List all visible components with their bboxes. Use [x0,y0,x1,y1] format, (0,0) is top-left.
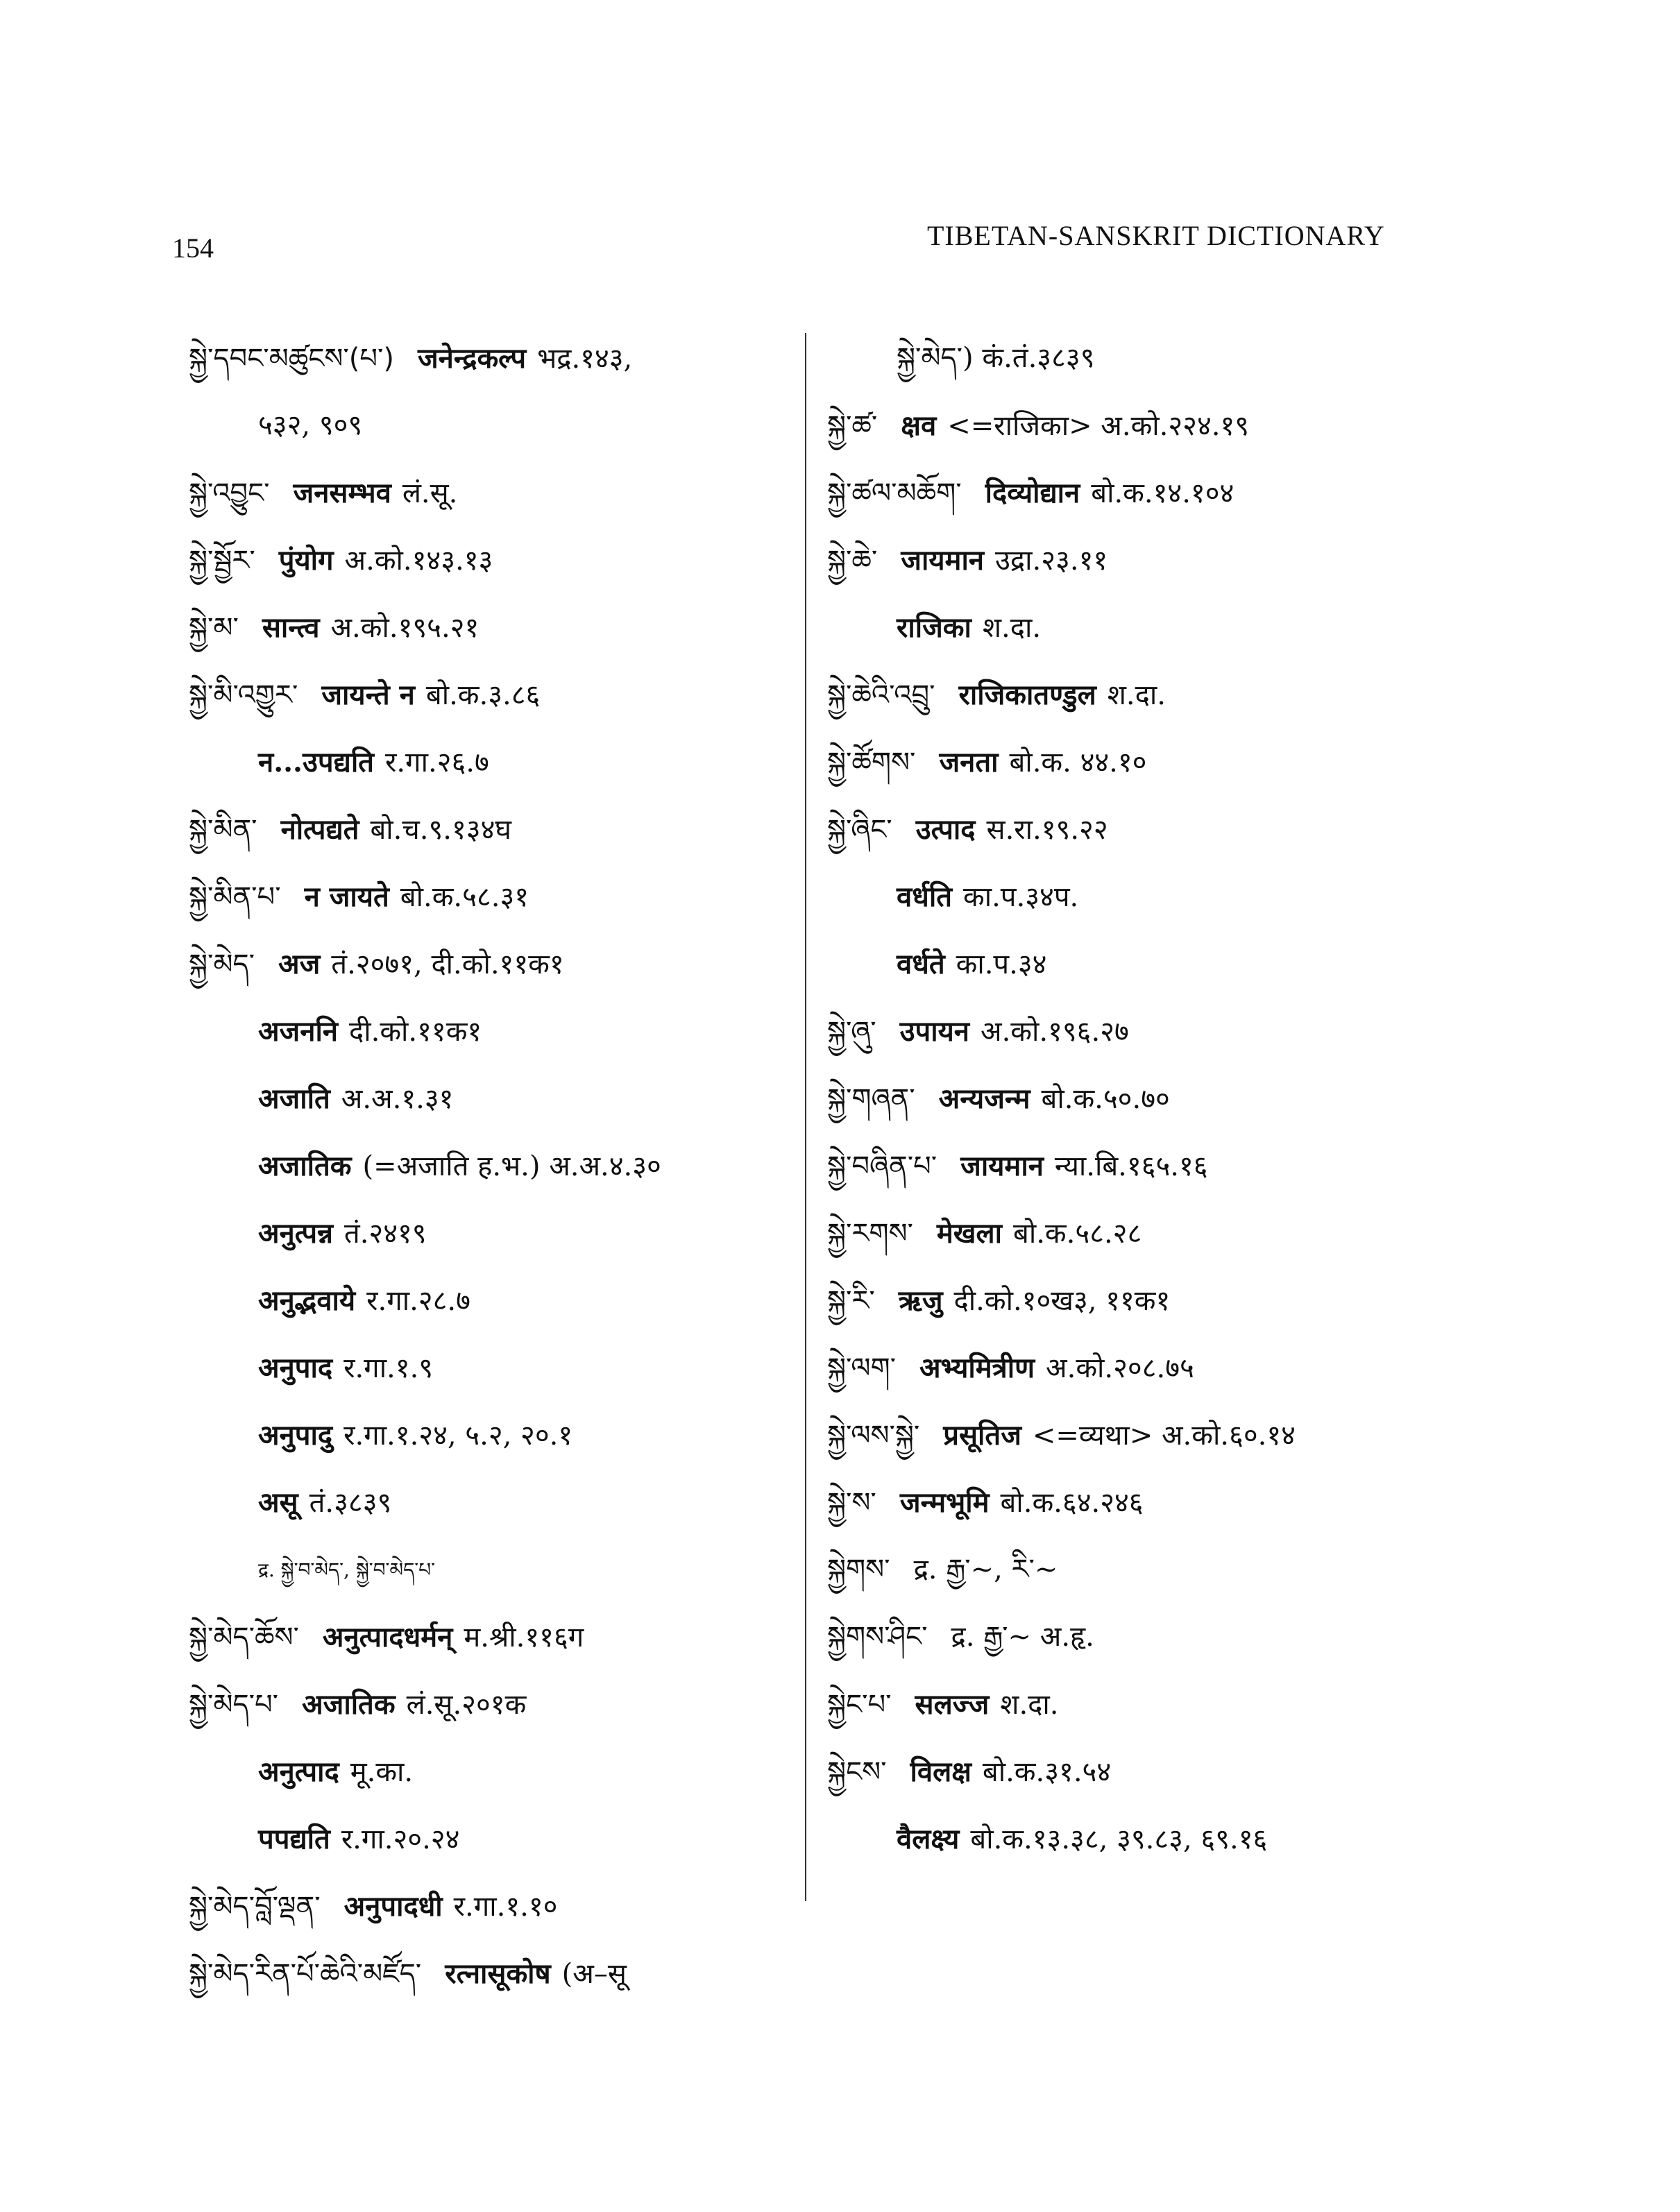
tibetan-term: སྐྱེ་ལག་ [827,1352,896,1384]
dictionary-entry [189,1671,813,1738]
source-reference: दी.को.१०ख३, ११क१ [953,1285,1171,1317]
source-reference: र.गा.२८.७ [366,1285,470,1317]
sanskrit-equivalent: जायमान [960,1150,1044,1182]
dictionary-subentry [189,998,813,1065]
source-reference: बो.क.५८.२८ [1013,1218,1142,1250]
sanskrit-equivalent: ऋजु [898,1284,943,1317]
tibetan-term: སྐྱེགས་ཤིང་ [827,1621,928,1653]
sanskrit-equivalent: सान्त्व [262,611,320,644]
tibetan-term: སྐྱེ་ཚོགས་ [827,747,916,779]
source-reference: <=व्यथा> अ.को.६०.१४ [1032,1420,1296,1452]
sanskrit-equivalent: क्षव [901,409,937,442]
left-column [189,325,813,2007]
source-reference: का.प.३४प. [963,881,1079,913]
source-reference: बो.क.३१.५४ [982,1756,1112,1788]
running-head: TIBETAN-SANSKRIT DICTIONARY [927,220,1385,251]
dictionary-subentry [189,1402,813,1469]
dictionary-entry [827,729,1424,796]
dictionary-entry [189,1940,813,2007]
tibetan-term: སྐྱེ་དབང་མཚུངས་(པ་) [189,343,394,375]
tibetan-term: སྐྱེ་ཆེ་ [827,545,878,577]
tibetan-term: སྐྱེ་མེད་ [189,948,255,980]
dictionary-subentry [827,594,1424,661]
sanskrit-equivalent: जन्मभूमि [899,1486,990,1519]
sanskrit-equivalent: उत्पाद [915,813,976,846]
dictionary-entry [827,459,1424,527]
source-reference: उद्रा.२३.११ [995,545,1108,577]
source-reference: अ.को.१९५.२१ [330,612,480,644]
tibetan-term: སྐྱེ་རི་ [827,1285,875,1317]
source-reference: अ.को.१९६.२७ [981,1016,1129,1048]
tibetan-term: སྐྱེ་ཞུ་ [827,1016,876,1048]
sanskrit-equivalent: वर्धते [897,948,945,980]
source-reference: लं.सू. [402,477,458,509]
source-reference: སྐྱེ་མེད་) कं.तं.३८३९ [897,342,1095,374]
sanskrit-equivalent: अनुपादधी [343,1890,443,1923]
sanskrit-equivalent: न...उपद्यति [258,746,374,779]
dictionary-entry [827,1200,1424,1267]
sanskrit-equivalent: रत्नासूकोष [445,1957,551,1990]
dictionary-entry [827,998,1424,1065]
sanskrit-equivalent: अनुत्पन्न [258,1217,333,1250]
tibetan-term: སྐྱེང་པ་ [827,1689,892,1721]
tibetan-term: སྐྱེ་འབྱུང་ [189,477,270,509]
tibetan-term: སྐྱེགས་ [827,1554,890,1585]
tibetan-term: སྐྱེ་མེད་ཆོས་ [189,1622,299,1653]
sanskrit-equivalent: अनुपाद [258,1352,333,1384]
dictionary-entry [827,1402,1424,1469]
tibetan-term: སྐྱེ་མིན་ [189,814,257,846]
dictionary-entry [827,1132,1424,1200]
tibetan-term: སྐྱེ་མ་ [189,612,239,644]
dictionary-entry [189,796,813,863]
dictionary-entry [827,1738,1424,1805]
tibetan-term: སྐྱེ་ཚ་ [827,410,878,442]
source-reference: श.दा. [982,612,1042,644]
source-reference: द्र. རྒྱ་~, རི་~ [913,1554,1058,1585]
dictionary-entry [827,527,1424,594]
right-column [827,325,1424,1873]
sanskrit-equivalent: अज [278,948,321,980]
dictionary-entry [189,459,813,527]
source-reference: भद्र.१४३, [537,343,633,375]
dictionary-subentry [189,1267,813,1334]
dictionary-subentry [827,325,1424,392]
dictionary-entry [189,863,813,930]
dictionary-entry [827,1334,1424,1402]
source-reference: बो.क.१३.३८, ३९.८३, ६९.१६ [970,1823,1268,1855]
source-reference: र.गा.१.२४, ५.२, २०.१ [343,1420,573,1452]
sanskrit-equivalent: असू [258,1486,298,1519]
source-reference: दी.को.११क१ [349,1016,482,1048]
tibetan-term: སྐྱེ་རགས་ [827,1218,913,1250]
tibetan-term: སྐྱེ་ཚལ་མཆོག་ [827,477,962,509]
sanskrit-equivalent: नोत्पद्यते [280,813,359,846]
source-reference: द्र. རྒྱ་~ अ.हृ. [951,1621,1094,1653]
tibetan-term: སྐྱེ་ཞིང་ [827,814,892,846]
sanskrit-equivalent: पुंयोग [278,544,334,577]
dictionary-entry [189,1603,813,1671]
source-reference: (=अजाति ह.भ.) अ.अ.४.३० [362,1150,661,1182]
sanskrit-equivalent: राजिका [897,611,971,644]
dictionary-entry [827,1065,1424,1132]
tibetan-term: སྐྱེ་མེད་རིན་པོ་ཆེའི་མཛོད་ [189,1958,422,1990]
tibetan-term: སྐྱེ་གཞན་ [827,1083,915,1115]
dictionary-entry [827,1469,1424,1536]
dictionary-subentry [189,1200,813,1267]
sanskrit-equivalent: अजातिक [258,1150,352,1182]
sanskrit-equivalent: न जायते [304,880,389,913]
tibetan-term: སྐྱེ་མེད་པ་ [189,1689,279,1721]
source-reference: र.गा.२६.७ [384,747,489,779]
sanskrit-equivalent: अजाति [258,1082,330,1115]
sanskrit-equivalent: राजिकातण्डुल [958,679,1096,711]
sanskrit-equivalent: जायन्ते न [321,679,415,711]
column-divider [805,333,806,1901]
sanskrit-equivalent: अजननि [258,1015,338,1048]
source-reference: तं.२०७१, दी.को.११क१ [331,948,564,980]
dictionary-entry [827,1536,1424,1603]
dictionary-entry [827,1603,1424,1671]
source-reference: बो.क.५८.३१ [400,881,529,913]
tibetan-term: སྐྱེ་མིན་པ་ [189,881,281,913]
sanskrit-equivalent: अनुत्पाद [258,1755,339,1788]
dictionary-entry [827,661,1424,729]
dictionary-entry [189,930,813,998]
source-reference: र.गा.१.९ [343,1352,434,1384]
source-reference: बो.क. ४४.१० [1009,747,1147,779]
sanskrit-equivalent: अभ्यमित्रीण [919,1352,1035,1384]
source-reference: तं.२४१९ [343,1218,427,1250]
tibetan-term: སྐྱེ་སྦྱོར་ [189,545,255,577]
tibetan-term: སྐྱེ་ས་ [827,1487,876,1519]
source-reference: बो.क.३.८६ [425,679,541,711]
tibetan-term: སྐྱེ་མེད་བློ་ལྡན་ [189,1891,321,1923]
dictionary-subentry [189,1536,813,1603]
source-reference: बो.च.९.१३४घ [370,814,512,846]
sanskrit-equivalent: जनेन्द्रकल्प [417,342,527,375]
source-reference: द्र. སྐྱེ་བ་མེད་, སྐྱེ་བ་མེད་པ་ [258,1558,436,1581]
source-reference: न्या.बि.१६५.१६ [1054,1150,1208,1182]
source-reference: श.दा. [1107,679,1166,711]
source-reference: श.दा. [1000,1689,1059,1721]
sanskrit-equivalent: मेखला [936,1217,1003,1250]
sanskrit-equivalent: वैलक्ष्य [897,1823,960,1855]
dictionary-subentry [827,1805,1424,1873]
source-reference: बो.क.१४.१०४ [1091,477,1234,509]
tibetan-term: སྐྱེངས་ [827,1756,887,1788]
tibetan-term: སྐྱེ་ཆེའི་འབྲུ་ [827,679,935,711]
dictionary-subentry [189,1738,813,1805]
source-reference: र.गा.१.१० [453,1891,558,1923]
sanskrit-equivalent: प्रसूतिज [943,1419,1021,1452]
dictionary-entry [827,392,1424,459]
dictionary-entry [189,527,813,594]
dictionary-entry [189,661,813,729]
dictionary-subentry [189,1334,813,1402]
sanskrit-equivalent: सलज्ज [915,1688,990,1721]
dictionary-entry [827,1671,1424,1738]
source-reference: (अ–सू [561,1958,627,1990]
sanskrit-equivalent: जायमान [901,544,985,577]
source-reference: स.रा.१९.२२ [986,814,1108,846]
dictionary-entry [827,796,1424,863]
source-reference: बो.क.६४.२४६ [1000,1487,1144,1519]
dictionary-subentry [189,1469,813,1536]
sanskrit-equivalent: जनसम्भव [293,477,391,509]
sanskrit-equivalent: अजातिक [302,1688,396,1721]
dictionary-subentry [189,1065,813,1132]
dictionary-subentry [189,1805,813,1873]
source-reference: ५३२, ९०९ [258,409,363,441]
sanskrit-equivalent: दिव्योद्यान [985,477,1080,509]
page-number: 154 [172,232,214,264]
sanskrit-equivalent: अनुपादु [258,1419,333,1452]
tibetan-term: སྐྱེ་མི་འགྱུར་ [189,679,298,711]
dictionary-subentry [827,930,1424,998]
sanskrit-equivalent: उपायन [899,1015,970,1048]
tibetan-term: སྐྱེ་བཞིན་པ་ [827,1150,937,1182]
sanskrit-equivalent: अनुद्भवाये [258,1284,356,1317]
dictionary-subentry [827,863,1424,930]
tibetan-term: སྐྱེ་ལས་སྐྱེ་ [827,1420,920,1452]
source-reference: बो.क.५०.७० [1041,1083,1170,1115]
source-reference: <=राजिका> अ.को.२२४.१९ [947,410,1250,442]
source-reference: अ.को.१४३.१३ [344,545,493,577]
source-reference: अ.अ.१.३१ [341,1083,454,1115]
dictionary-entry [827,1267,1424,1334]
dictionary-subentry [189,392,813,459]
dictionary-entry [189,325,813,392]
source-reference: र.गा.२०.२४ [341,1823,460,1855]
source-reference: मू.का. [350,1756,414,1788]
sanskrit-equivalent: अनुत्पादधर्मन् [322,1621,453,1653]
sanskrit-equivalent: वर्धति [897,880,952,913]
sanskrit-equivalent: जनता [939,746,999,779]
sanskrit-equivalent: पपद्यति [258,1823,330,1855]
dictionary-entry [189,1873,813,1940]
sanskrit-equivalent: विलक्ष [910,1755,971,1788]
source-reference: म.श्री.११६ग [464,1622,584,1653]
source-reference: लं.सू.२०१क [406,1689,527,1721]
dictionary-entry [189,594,813,661]
source-reference: अ.को.२०८.७५ [1046,1352,1194,1384]
dictionary-subentry [189,1132,813,1200]
sanskrit-equivalent: अन्यजन्म [938,1082,1030,1115]
source-reference: का.प.३४ [956,948,1047,980]
dictionary-subentry [189,729,813,796]
source-reference: तं.३८३९ [309,1487,392,1519]
